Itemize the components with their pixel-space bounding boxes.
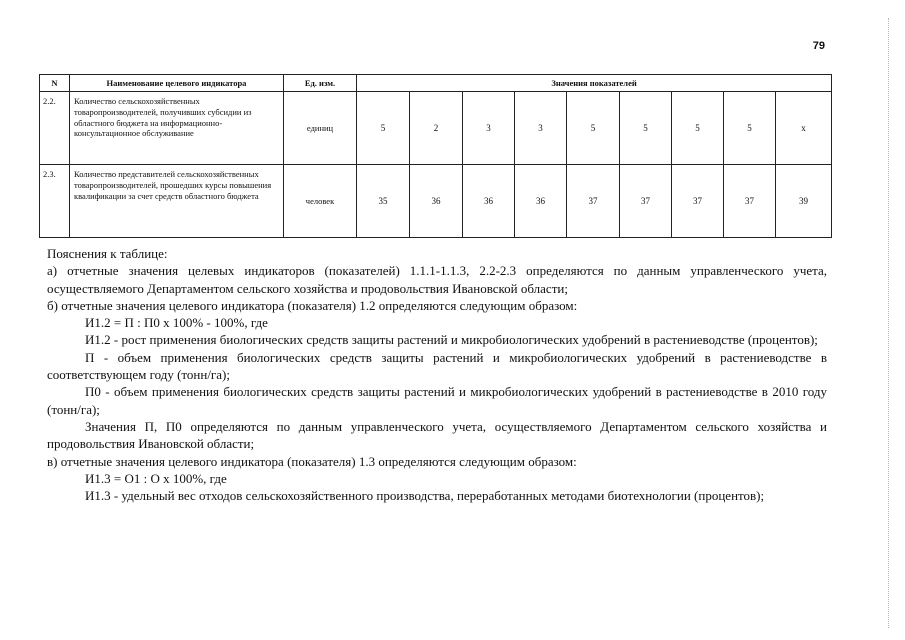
value-cell: 39 bbox=[776, 165, 832, 238]
header-name: Наименование целевого индикатора bbox=[70, 75, 284, 92]
value-cell: 5 bbox=[567, 92, 620, 165]
definition-p: П - объем применения биологических средств защиты растений и микробиологических удобрений в растениеводстве в соответствующем году (тонн/га); bbox=[47, 349, 827, 383]
value-cell: 37 bbox=[567, 165, 620, 238]
value-cell: 36 bbox=[463, 165, 515, 238]
value-cell: 5 bbox=[357, 92, 410, 165]
header-unit: Ед. изм. bbox=[284, 75, 357, 92]
note-paragraph-b: б) отчетные значения целевого индикатора (показателя) 1.2 определяются следующим образом: bbox=[47, 297, 578, 313]
notes-heading: Пояснения к таблице: bbox=[47, 246, 168, 261]
table-notes bbox=[47, 245, 827, 504]
note-paragraph-c: в) отчетные значения целевого индикатора (показателя) 1.3 определяются следующим образом: bbox=[47, 453, 577, 469]
indicator-name: Количество сельскохозяйственных товаропроизводителей, получивших субсидии из областного бюджета на информационно-консультационное обслуживание bbox=[70, 92, 284, 165]
value-cell: 35 bbox=[357, 165, 410, 238]
note-paragraph-a: а) отчетные значения целевых индикаторов (показателей) 1.1.1-1.1.3, 2.2-2.3 определяются по данным управленческого учета, осуществляемого Департаментом сельского хозяйства и продовольствия Ивановской области; bbox=[47, 263, 827, 296]
formula-1-3: И1.3 = О1 : О х 100%, где bbox=[85, 470, 227, 486]
definition-i1-3: И1.3 - удельный вес отходов сельскохозяйственного производства, переработанных методами биотехнологии (процентов); bbox=[85, 488, 765, 504]
definition-p0: П0 - объем применения биологических средств защиты растений и микробиологических удобрений в растениеводстве в 2010 году (тонн/га); bbox=[47, 384, 827, 417]
page-number: 79 bbox=[812, 40, 825, 52]
header-n: N bbox=[40, 75, 70, 92]
indicator-unit: человек bbox=[284, 165, 357, 238]
value-cell: 5 bbox=[724, 92, 776, 165]
value-cell: 36 bbox=[515, 165, 567, 238]
formula-1-2: И1.2 = П : П0 х 100% - 100%, где bbox=[85, 315, 268, 331]
value-cell: 3 bbox=[463, 92, 515, 165]
value-cell: 2 bbox=[410, 92, 463, 165]
table-header-row bbox=[40, 75, 832, 92]
indicators-table bbox=[39, 74, 832, 238]
value-cell: 5 bbox=[620, 92, 672, 165]
header-values: Значения показателей bbox=[357, 75, 832, 92]
indicator-name: Количество представителей сельскохозяйственных товаропроизводителей, прошедших курсы повышения квалификации за счет средств областного бюджета bbox=[70, 165, 284, 238]
value-cell: 3 bbox=[515, 92, 567, 165]
definition-i1-2: И1.2 - рост применения биологических средств защиты растений и микробиологических удобрений в растениеводстве (процентов); bbox=[85, 332, 818, 348]
row-number: 2.2. bbox=[40, 92, 70, 165]
indicator-unit: единиц bbox=[284, 92, 357, 165]
value-cell: 37 bbox=[724, 165, 776, 238]
row-number: 2.3. bbox=[40, 165, 70, 238]
scan-edge-line bbox=[888, 18, 889, 628]
value-cell: 37 bbox=[672, 165, 724, 238]
value-cell: x bbox=[776, 92, 832, 165]
value-cell: 37 bbox=[620, 165, 672, 238]
table-row bbox=[40, 165, 832, 238]
table-row bbox=[40, 92, 832, 165]
values-source: Значения П, П0 определяются по данным управленческого учета, осуществляемого Департаментом сельского хозяйства и продовольствия Ивановской области; bbox=[47, 418, 827, 452]
value-cell: 36 bbox=[410, 165, 463, 238]
value-cell: 5 bbox=[672, 92, 724, 165]
